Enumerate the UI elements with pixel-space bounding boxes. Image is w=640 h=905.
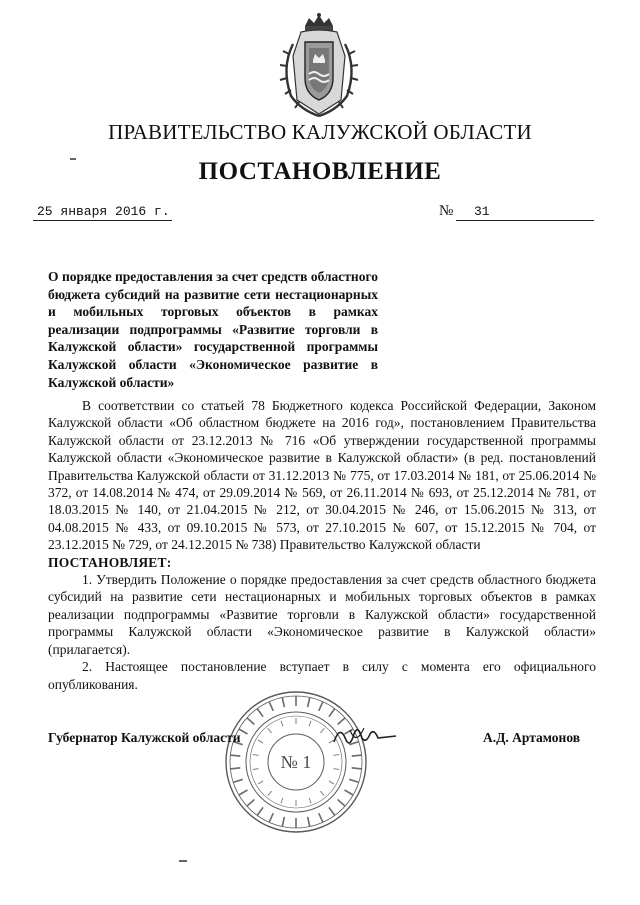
item-1-paragraph: 1. Утвердить Положение о порядке предоставления за счет средств областного бюджета субсидий на развитие сети нестационарных и мобильных торговых объектов в рамках реализации подпрограммы «Развитие торговли в Калужской области» государственной программы Калужской области «Экономическое развитие в Калужской области» (прилагается).	[48, 572, 596, 657]
scan-speck	[70, 158, 76, 160]
document-number: 31	[456, 204, 594, 221]
document-date: 25 января 2016 г.	[33, 204, 172, 221]
signatory-role: Губернатор Калужской области	[48, 730, 241, 745]
official-seal-icon	[222, 688, 370, 836]
document-type: ПОСТАНОВЛЕНИЕ	[198, 158, 442, 185]
preamble-paragraph: В соответствии со статьей 78 Бюджетного кодекса Российской Федерации, Законом Калужской области «Об областном бюджете на 2016 год», постановлением Правительства Калужской области от 23.12.2013 № 716 «Об утверждении государственной программы Калужской области «Экономическое развитие в Калужской области» (в ред. постановлений Правительства Калужской области от 31.12.2013 № 775, от 17.03.2014 № 181, от 25.06.2014 № 372, от 14.08.2014 № 474, от 29.09.2014 № 569, от 26.11.2014 № 693, от 25.12.2014 № 781, от 18.03.2015 № 140, от 21.04.2015 № 212, от 30.04.2015 № 246, от 15.06.2015 № 313, от 04.08.2015 № 433, от 09.10.2015 № 573, от 27.10.2015 № 607, от 15.12.2015 № 704, от 23.12.2015 № 729, от 24.12.2015 № 738) Правительство Калужской области	[48, 398, 596, 553]
signatory-name: А.Д. Артамонов	[483, 730, 581, 745]
number-label: №	[439, 203, 454, 219]
document-subject: О порядке предоставления за счет средств областного бюджета субсидий на развитие сети нестационарных и мобильных торговых объектов в рамках реализации подпрограммы «Развитие торговли в Калужской области» государственной программы Калужской области «Экономическое развитие в Калужской области»	[48, 269, 378, 390]
coat-of-arms-icon	[271, 12, 367, 120]
scan-speck	[179, 860, 187, 862]
seal-center-text: № 1	[280, 752, 312, 772]
government-name: ПРАВИТЕЛЬСТВО КАЛУЖСКОЙ ОБЛАСТИ	[108, 120, 532, 144]
item-2-paragraph: 2. Настоящее постановление вступает в силу с момента его официального опубликования.	[48, 659, 596, 692]
document-body	[48, 397, 596, 693]
handwritten-signature	[330, 720, 400, 750]
resolves-heading: ПОСТАНОВЛЯЕТ:	[48, 554, 172, 570]
